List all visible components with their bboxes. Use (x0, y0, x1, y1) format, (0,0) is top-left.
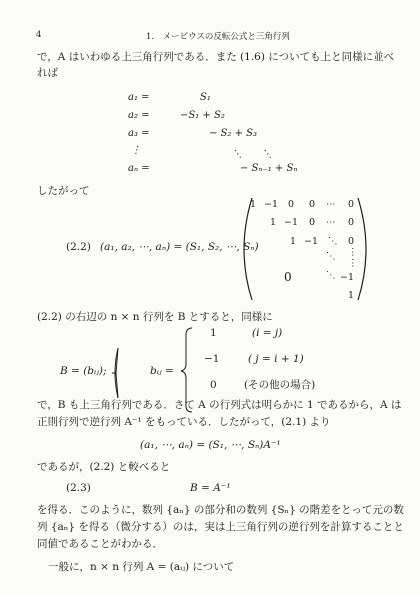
seq-lhs-4: ⋮ (131, 145, 141, 156)
therefore-text: したがって (37, 185, 90, 197)
matrix-cell: 0 (348, 199, 355, 210)
eq-2-2-label: (2.2) (66, 241, 91, 253)
seq-lhs-2: a₂ = (128, 110, 150, 121)
matrix-cell: −1 (340, 272, 355, 283)
para-5-line-3: 同値であることがわかる． (37, 538, 163, 550)
para-4: であるが，(2.2) と較べると (37, 461, 171, 473)
eq-2-2-lhs: (a₁, a₂, ⋯, aₙ) = (S₁, S₂, ⋯, Sₙ) (100, 241, 259, 253)
intro-line-2: れば (37, 67, 58, 79)
matrix-cell: ⋱ (328, 236, 338, 247)
matrix-cell: 0 (309, 217, 316, 228)
matrix-cell: ⋱ (326, 270, 336, 281)
matrix-cell: ⋱ (326, 251, 336, 262)
running-title: 1. メービウスの反転公式と三角行列 (146, 32, 290, 42)
case-value-3: 0 (210, 379, 217, 391)
bij-label: bᵢⱼ = (150, 365, 174, 377)
case-value-1: 1 (210, 327, 217, 339)
matrix-cell: 1 (348, 290, 355, 301)
seq-lhs-1: a₁ = (128, 92, 150, 103)
matrix-cell: 1 (270, 217, 277, 228)
seq-rhs-4: ⋱ ⋱ (232, 149, 272, 160)
eq-2-3: B = A⁻¹ (190, 482, 231, 494)
para-3-line-2: 正則行列で逆行列 A⁻¹ をもっている．したがって，(2.1) より (37, 416, 331, 428)
case-value-2: −1 (204, 353, 220, 365)
para-5-line-1: を得る．このように，数列 {aₙ} の部分和の数列 {Sₙ} の階差をとって元の数 (37, 504, 404, 516)
matrix-cell: 1 (290, 236, 297, 247)
seq-rhs-3: − S₂ + S₃ (209, 128, 258, 139)
case-condition-2: ( j = i + 1) (248, 353, 304, 365)
matrix-cell: 0 (348, 217, 355, 228)
eq-2-3-label: (2.3) (66, 482, 91, 494)
matrix-cell: ⋯ (326, 217, 336, 228)
para-6: 一般に，n × n 行列 A = (aᵢⱼ) について (48, 561, 235, 573)
eq-mid: (a₁, ⋯, aₙ) = (S₁, ⋯, Sₙ)A⁻¹ (140, 439, 281, 451)
seq-lhs-5: aₙ = (128, 163, 150, 174)
seq-rhs-1: S₁ (200, 92, 211, 103)
matrix-cell: ⋮ (348, 247, 358, 258)
matrix-cell: ⋯ (326, 199, 336, 210)
para-5-line-2: 列 {aₙ} を得る（微分する）のは，実は上三角行列の逆行列を計算することと (37, 521, 404, 533)
case-condition-3: (その他の場合) (244, 379, 316, 391)
matrix-cell: −1 (284, 217, 299, 228)
para-2: (2.2) の右辺の n × n 行列を B とすると，同様に (37, 311, 273, 323)
seq-lhs-3: a₃ = (128, 128, 150, 139)
page-number: 4 (36, 30, 42, 40)
matrix-cell: 0 (288, 199, 295, 210)
matrix-cell: 0 (348, 236, 355, 247)
B-definition: B = (bᵢⱼ); (60, 365, 107, 377)
intro-line-1: で，A はいわゆる上三角行列である．また (1.6) についても上と同様に並べ (37, 51, 395, 63)
matrix-cell: −1 (264, 199, 279, 210)
seq-rhs-5: − Sₙ₋₁ + Sₙ (240, 163, 298, 174)
matrix-cell: −1 (304, 236, 319, 247)
seq-rhs-2: −S₁ + S₂ (180, 110, 225, 121)
matrix-zero-block: 0 (284, 270, 292, 284)
para-3-line-1: で，B も上三角行列である．さて A の行列式は明らかに 1 であるから，A は (37, 399, 402, 411)
case-condition-1: (i = j) (252, 327, 283, 339)
matrix-cell: ⋮ (348, 258, 358, 269)
matrix-cell: 0 (309, 199, 316, 210)
matrix-cell: 1 (250, 199, 257, 210)
